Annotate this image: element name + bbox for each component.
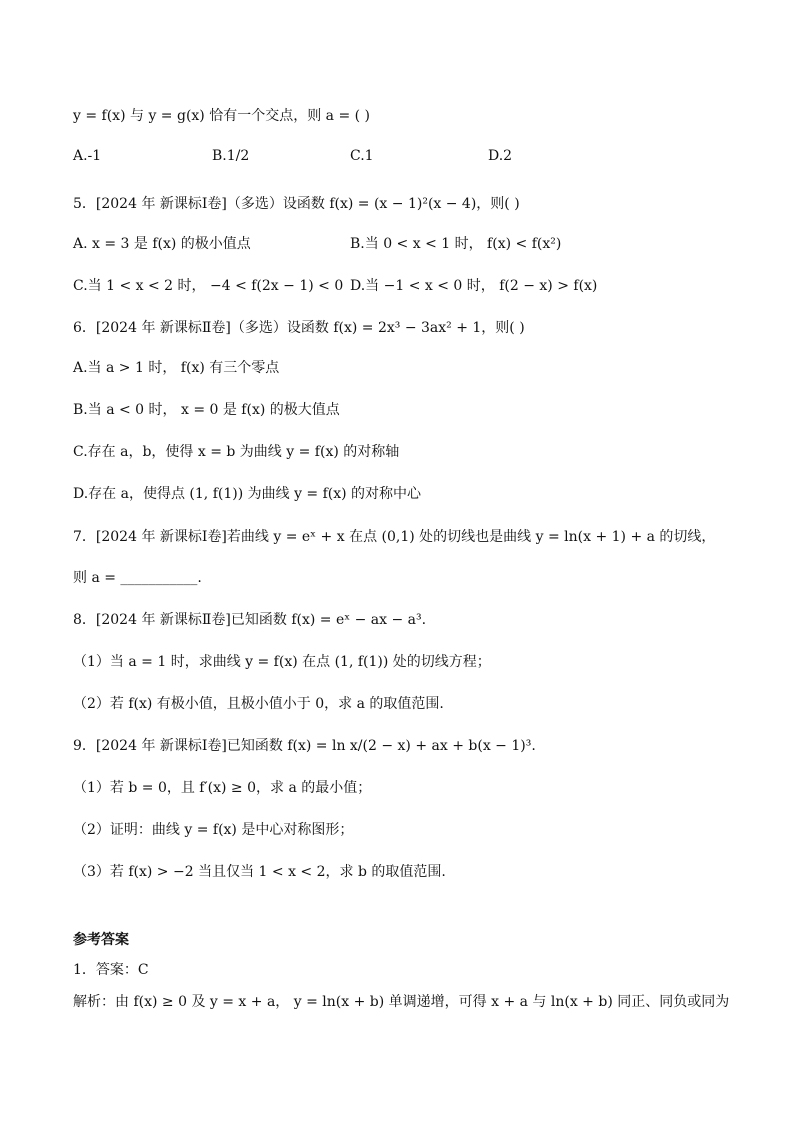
q8-part-2: （2）若 f(x) 有极小值，且极小值小于 0，求 a 的取值范围.: [73, 696, 444, 712]
q6-stem: 6．[2024 年 新课标Ⅱ卷]（多选）设函数 f(x) = 2x³ − 3ax² + 1，则( ): [73, 320, 525, 336]
q7-line-2: 则 a = ___________.: [73, 570, 202, 586]
q6-option-d: D.存在 a，使得点 (1, f(1)) 为曲线 y = f(x) 的对称中心: [73, 486, 422, 502]
q4-option-a: A.-1: [73, 148, 102, 164]
q4-option-d: D.2: [488, 148, 513, 164]
answers-heading: 参考答案: [73, 932, 129, 948]
answer-1-analysis: 解析：由 f(x) ≥ 0 及 y = x + a， y = ln(x + b) 单调递增，可得 x + a 与 ln(x + b) 同正、同负或同为: [73, 994, 730, 1010]
q5-option-b: B.当 0 < x < 1 时， f(x) < f(x²): [350, 236, 562, 252]
q5-option-a: A. x = 3 是 f(x) 的极小值点: [73, 236, 251, 252]
q6-option-a: A.当 a > 1 时， f(x) 有三个零点: [73, 360, 280, 376]
q9-part-2: （2）证明：曲线 y = f(x) 是中心对称图形；: [73, 822, 354, 838]
q6-option-b: B.当 a < 0 时， x = 0 是 f(x) 的极大值点: [73, 402, 340, 418]
q5-stem: 5．[2024 年 新课标Ⅰ卷]（多选）设函数 f(x) = (x − 1)²(x − 4)，则( ): [73, 196, 520, 212]
q4-stem-tail: y = f(x) 与 y = g(x) 恰有一个交点，则 a = ( ): [73, 108, 371, 124]
q9-part-3: （3）若 f(x) > −2 当且仅当 1 < x < 2，求 b 的取值范围.: [73, 864, 446, 880]
q8-part-1: （1）当 a = 1 时，求曲线 y = f(x) 在点 (1, f(1)) 处的切线方程；: [73, 654, 491, 670]
q6-option-c: C.存在 a，b，使得 x = b 为曲线 y = f(x) 的对称轴: [73, 444, 400, 460]
q9-part-1: （1）若 b = 0，且 f′(x) ≥ 0，求 a 的最小值；: [73, 780, 372, 796]
q8-stem: 8．[2024 年 新课标Ⅱ卷]已知函数 f(x) = eˣ − ax − a³.: [73, 612, 427, 628]
q4-option-c: C.1: [350, 148, 374, 164]
q5-option-d: D.当 −1 < x < 0 时， f(2 − x) > f(x): [350, 278, 598, 294]
q9-stem: 9．[2024 年 新课标Ⅰ卷]已知函数 f(x) = ln x/(2 − x) + ax + b(x − 1)³.: [73, 738, 536, 754]
q7-line-1: 7．[2024 年 新课标Ⅰ卷]若曲线 y = eˣ + x 在点 (0,1) 处的切线也是曲线 y = ln(x + 1) + a 的切线，: [73, 529, 716, 545]
answer-1: 1．答案：C: [73, 962, 149, 978]
q5-option-c: C.当 1 < x < 2 时， −4 < f(2x − 1) < 0: [73, 278, 344, 294]
q4-option-b: B.1/2: [212, 148, 250, 164]
